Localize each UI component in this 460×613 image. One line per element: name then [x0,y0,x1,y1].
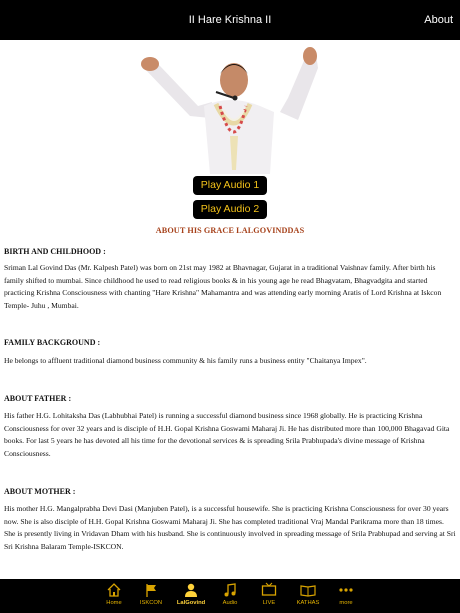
tab-label: Audio [222,600,238,606]
navigation-bar [0,0,460,40]
tab-live[interactable] [249,582,289,612]
tab-more[interactable] [326,582,366,612]
tab-home[interactable] [94,582,134,612]
father-heading: ABOUT FATHER : [4,394,72,403]
about-heading: ABOUT HIS GRACE LALGOVINDDAS [155,226,305,235]
person-icon [183,582,199,598]
flag-icon [143,582,159,598]
about-content[interactable] [0,40,460,579]
tab-label: Home [106,600,122,606]
tab-iskcon[interactable] [131,582,171,612]
play-audio-1-button[interactable]: Play Audio 1 [193,176,267,195]
tab-label: more [339,600,353,606]
family-text: He belongs to affluent traditional diamond business community & his family runs a business entity "Chaitanya Impex". [4,356,367,365]
father-text: His father H.G. Lohitaksha Das (Labhubhai Patel) is running a successful diamond business since 1968 globally. He is practicing Krishna Consciousness for over 32 years and is disciple of H.H. Gopal Krishna Goswami Maharaj Ji. He has distributed more than 100,000 Bhagavad Gita books. For last 5 years he has devoted all his time for the devotional services & is spreading Srila Prabhupada's divine message of Krishna Consciousness. [4,411,450,458]
family-heading: FAMILY BACKGROUND : [4,338,101,347]
tab-lalgovind[interactable] [171,582,211,612]
home-icon [106,582,122,598]
page-title: II Hare Krishna II [188,14,272,26]
more-icon [338,582,354,598]
tab-label: LIVE [262,600,276,606]
tab-audio[interactable] [210,582,250,612]
about-button[interactable]: About [424,14,453,26]
tab-label: ISKCON [139,600,163,606]
tab-kathas[interactable] [288,582,328,612]
tab-label: LalGovind [176,600,206,606]
mother-heading: ABOUT MOTHER : [4,487,76,496]
book-icon [300,582,316,598]
tab-label: KATHAS [296,600,320,606]
speaker-photo [138,46,322,174]
play-audio-2-button[interactable]: Play Audio 2 [193,200,267,219]
birth-text: Sriman Lal Govind Das (Mr. Kalpesh Patel) was born on 21st may 1982 at Bhavnagar, Gujarat in a traditional Vaishnav family. After birth his family shifted to mumbai. Since childhood he used to read religious books & in his young age he read Bhagvatam, Bhagvadgita and started practicing Krishna Consciousness with chanting "Hare Krishna" Mahamantra and was attending early morning Aratis of Lord Krishna at Iskcon Temple- Juhu , Mumbai. [4,263,442,310]
mother-text: His mother H.G. Mangalprabha Devi Dasi (Manjuben Patel), is a successful housewife. She is practicing Krishna Consciousness for over 30 years now. She is also disciple of H.H. Gopal Krishna Goswami Maharaj Ji. She has completed traditional Vraj Mandal Parikrama more than 18 times. She is presently living in Vridavan Dham with his husband. She is continuously involved in spreading message of Srila Prabhupad and serving at Sri Sri Krishna Balaram Temple-ISKCON. [4,504,456,551]
music-icon [222,582,238,598]
tv-icon [261,582,277,598]
tab-bar [0,579,460,613]
birth-heading: BIRTH AND CHILDHOOD : [4,247,106,256]
